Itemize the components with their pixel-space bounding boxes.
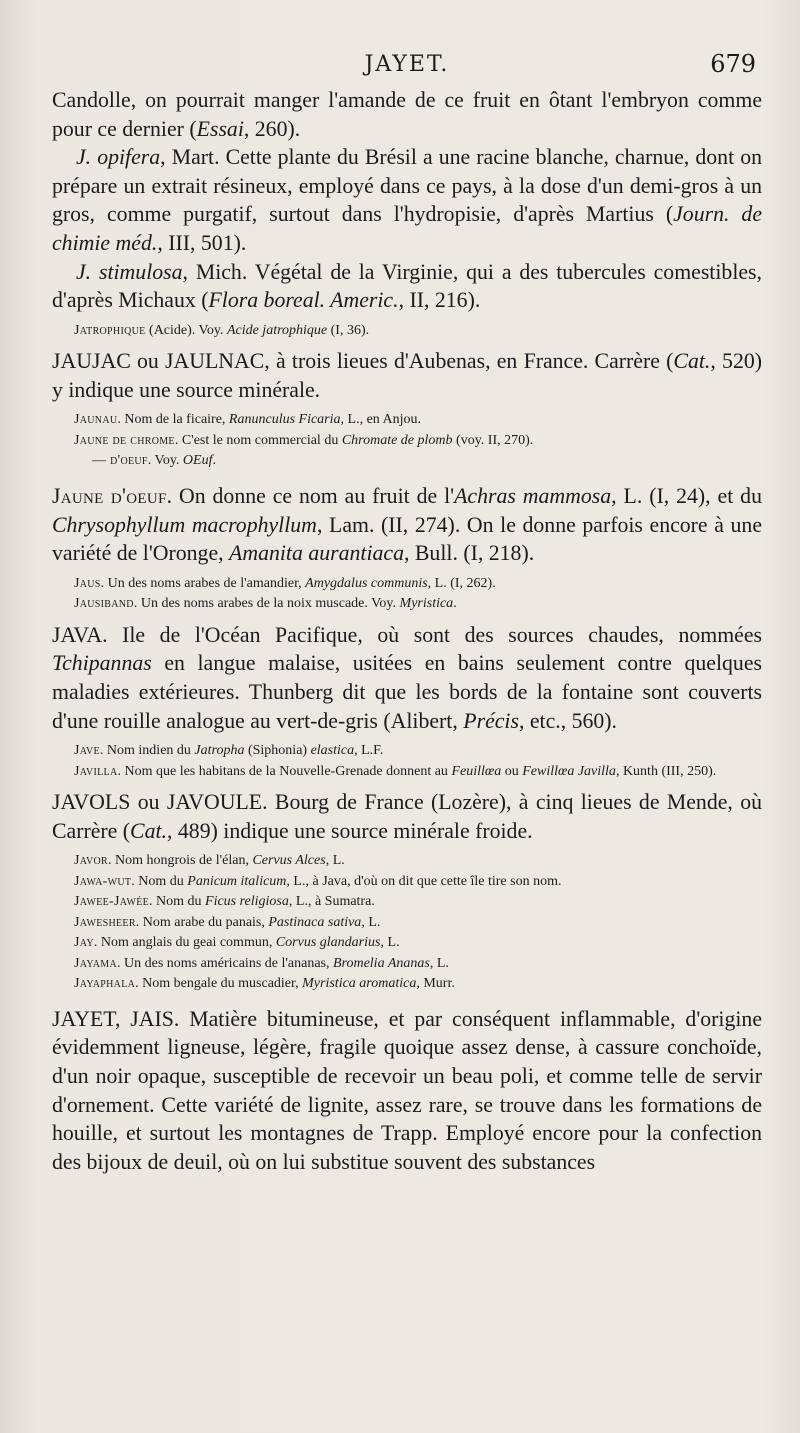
page-number: 679 <box>710 50 756 78</box>
running-head <box>52 52 762 86</box>
entry-jayet: JAYET, JAIS. Matière bitumineuse, et par conséquent inflammable, d'origine évidemment ligneuse, légère, fragile quoique assez dense, à cassure conchoïde, d'un noir opaque, susceptible de recevoir un beau poli, et comme telle de servir d'ornement. Cette variété de lignite, assez rare, se trouve dans les formations de houille, et surtout les montagnes de Trapp. Employé encore pour la confection des bijoux de deuil, où on lui substitue souvent des substances <box>52 1006 762 1174</box>
entry-jaus: Jaus. Un des noms arabes de l'amandier, Amygdalus communis, L. (I, 262). <box>74 575 496 591</box>
entry-javor: Javor. Nom hongrois de l'élan, Cervus Alces, L. <box>74 853 345 869</box>
entry-jatropha-stimulosa: J. stimulosa, Mich. Végétal de la Virginie, qui a des tubercules comestibles, d'après Michaux (Flora boreal. Americ., II, 216). <box>52 259 762 313</box>
entry-jawesheer: Jawesheer. Nom arabe du panais, Pastinaca sativa, L. <box>74 914 381 930</box>
running-title: JAYET. <box>364 52 450 77</box>
entry-jaune-d-oeuf: Jaune d'oeuf. On donne ce nom au fruit de l'Achras mammosa, L. (I, 24), et du Chrysophyllum macrophyllum, Lam. (II, 274). On le donne parfois encore à une variété de l'Oronge, Amanita aurantiaca, Bull. (I, 218). <box>52 483 762 566</box>
entry-jaujac: JAUJAC ou JAULNAC, à trois lieues d'Aubenas, en France. Carrère (Cat., 520) y indique une source minérale. <box>52 349 763 402</box>
entry-jatrophique: Jatrophique (Acide). Voy. Acide jatrophique (I, 36). <box>74 322 370 338</box>
page-body <box>52 86 762 1176</box>
entry-jave: Jave. Nom indien du Jatropha (Siphonia) elastica, L.F. <box>74 743 384 759</box>
entry-jawee-jawee: Jawee-Jawée. Nom du Ficus religiosa, L., à Sumatra. <box>74 894 375 910</box>
entry-jaune-de-chrome: Jaune de chrome. C'est le nom commercial du Chromate de plomb (voy. II, 270). <box>74 432 534 448</box>
entry-jawa-wut: Jawa-wut. Nom du Panicum italicum, L., à Java, d'où on dit que cette île tire son nom. <box>74 873 562 889</box>
entry-jay: Jay. Nom anglais du geai commun, Corvus glandarius, L. <box>74 935 400 951</box>
entry-jaunau: Jaunau. Nom de la ficaire, Ranunculus Ficaria, L., en Anjou. <box>74 412 422 428</box>
entry-jayaphala: Jayaphala. Nom bengale du muscadier, Myristica aromatica, Murr. <box>74 976 455 992</box>
entry-javols: JAVOLS ou JAVOULE. Bourg de France (Lozère), à cinq lieues de Mende, où Carrère (Cat., 489) indique une source minérale froide. <box>52 790 762 843</box>
entry-jausiband: Jausiband. Un des noms arabes de la noix muscade. Voy. Myristica. <box>74 596 457 612</box>
entry-javilla: Javilla. Nom que les habitans de la Nouvelle-Grenade donnent au Feuillœa ou Fewillœa Javilla, Kunth (III, 250). <box>74 763 717 779</box>
entry-jaune-d-oeuf-ref: — d'oeuf. Voy. OEuf. <box>92 453 216 469</box>
entry-jatropha-opifera: J. opifera, Mart. Cette plante du Brésil a une racine blanche, charnue, dont on prépare un extrait résineux, employé dans ce pays, à la dose d'un demi-gros à un gros, comme purgatif, surtout dans l'hydropisie, d'après Martius (Journ. de chimie méd., III, 501). <box>52 145 763 255</box>
entry-continuation: Candolle, on pourrait manger l'amande de ce fruit en ôtant l'embryon comme pour ce dernier (Essai, 260). <box>52 88 762 141</box>
entry-jayama: Jayama. Un des noms américains de l'ananas, Bromelia Ananas, L. <box>74 955 449 971</box>
entry-java: JAVA. Ile de l'Océan Pacifique, où sont des sources chaudes, nommées Tchipannas en langue malaise, usitées en bains seulement contre quelques maladies extérieures. Thunberg dit que les bords de la fontaine sont couverts d'une rouille analogue au vert-de-gris (Alibert, Précis, etc., 560). <box>52 622 762 733</box>
